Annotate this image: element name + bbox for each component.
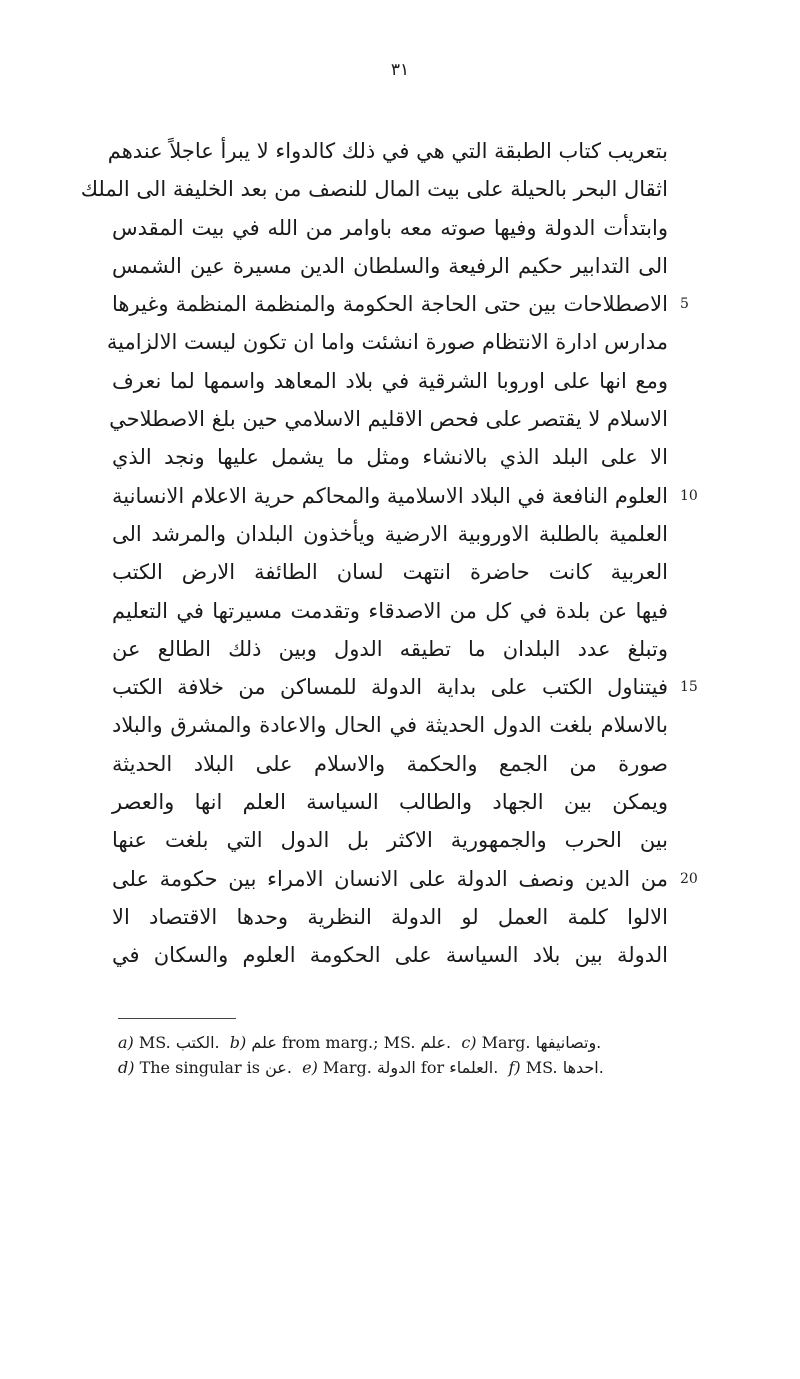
footnote-arabic: العلماء.: [449, 1058, 499, 1077]
line-number: 20: [680, 870, 698, 887]
text-line: [112, 438, 668, 476]
text-line: [112, 821, 668, 859]
line-number: 5: [680, 296, 689, 313]
footnote-label: e): [302, 1058, 318, 1077]
footnote-arabic: علم: [251, 1033, 277, 1052]
line-text: بالاسلام بلغت الدول الحديثة في الحال والاعادة والمشرق والبلاد: [112, 713, 668, 738]
footnote-label: d): [118, 1058, 135, 1077]
text-line: [106, 323, 668, 361]
line-text: ويمكن بين الجهاد والطالب السياسة العلم انها والعصر: [112, 790, 668, 815]
line-text: وابتدأت الدولة وفيها صوته معه باوامر من الله في بيت المقدس: [112, 215, 668, 240]
footnote-text: MS.: [525, 1058, 558, 1077]
line-text: ومع انها على اوروبا الشرقية في بلاد المعاهد واسمها لما نعرف: [112, 368, 668, 393]
footnote-arabic: احدها.: [562, 1058, 604, 1077]
line-text: العلوم النافعة في البلاد الاسلامية والمحاكم حرية الاعلام الانسانية: [112, 483, 668, 508]
text-line: [112, 706, 668, 744]
text-line: [112, 630, 668, 668]
text-line: [80, 170, 668, 208]
line-text: فيها عن بلدة في كل من الاصدقاء وتقدمت مسيرتها في التعليم: [112, 598, 668, 623]
footnote-text: The singular is: [139, 1058, 261, 1077]
line-text: العلمية بالطلبة الاوروبية الارضية ويأخذون البلدان والمرشد الى: [112, 521, 668, 546]
text-line: [112, 477, 698, 515]
line-text: الدولة بين بلاد السياسة على الحكومة العلوم والسكان في: [112, 943, 668, 968]
text-line: [112, 285, 689, 323]
footnote-text: for: [420, 1058, 445, 1077]
line-text: مدارس ادارة الانتظام صورة انشئت واما ان تكون ليست الالزامية: [106, 330, 668, 355]
line-text: الاصطلاحات بين حتى الحاجة الحكومة والمنظمة المنظمة وغيرها: [112, 292, 668, 317]
text-line: [112, 592, 668, 630]
footnote-rule: [118, 1018, 236, 1019]
footnote-arabic: الدولة: [376, 1058, 416, 1077]
footnote-line: [118, 1055, 678, 1080]
text-line: [112, 860, 698, 898]
footnote-label: b): [229, 1033, 247, 1052]
text-line: [112, 362, 668, 400]
line-text: من الدين ونصف الدولة على الانسان الامراء بين حكومة على: [112, 866, 668, 891]
line-text: اثقال البحر بالحيلة على بيت المال للنصف من بعد الخليفة الى الملك: [80, 177, 668, 202]
line-text: الا على البلد الذي بالانشاء ومثل ما يشمل عليها ونجد الذي: [112, 445, 668, 470]
line-text: العربية كانت حاضرة انتهت لسان الطائفة الارض الكتب: [112, 560, 668, 585]
footnote-text: Marg.: [322, 1058, 372, 1077]
line-text: صورة من الجمع والحكمة والاسلام على البلاد الحديثة: [112, 751, 668, 776]
footnote-arabic: وتصانيفها.: [535, 1033, 602, 1052]
line-text: بين الحرب والجمهورية الاكثر بل الدول التي بلغت عنها: [112, 828, 668, 853]
line-text: الى التدابير حكيم الرفيعة والسلطان الدين مسيرة عين الشمس: [112, 253, 668, 278]
line-text: فيتناول الكتب على بداية الدولة للمساكن من خلافة الكتب: [112, 675, 668, 700]
footnote-text: Marg.: [481, 1033, 531, 1052]
footnote-arabic: الكتب.: [175, 1033, 220, 1052]
footnotes: [118, 1030, 678, 1080]
line-text: بتعريب كتاب الطبقة التي هي في ذلك كالدواء لا يبرأ عاجلاً عندهم: [107, 139, 668, 163]
body-text: [80, 132, 698, 975]
text-line: [112, 515, 668, 553]
text-line: [112, 247, 668, 285]
text-line: [112, 783, 668, 821]
text-line: [112, 898, 668, 936]
text-line: [109, 400, 668, 438]
footnote-label: c): [461, 1033, 477, 1052]
line-number: 15: [680, 679, 698, 696]
text-line: [112, 668, 698, 706]
text-line: [112, 209, 668, 247]
line-text: الالوا كلمة العمل لو الدولة النظرية وحدها الاقتصاد الا: [112, 904, 668, 929]
text-line: [112, 936, 668, 974]
footnote-label: a): [118, 1033, 134, 1052]
footnote-arabic: علم.: [420, 1033, 452, 1052]
footnote-label: f): [508, 1058, 521, 1077]
footnote-line: [118, 1030, 678, 1055]
footnote-text: from marg.; MS.: [281, 1033, 416, 1052]
text-line: [112, 553, 668, 591]
line-number: 10: [680, 487, 698, 504]
footnote-text: MS.: [138, 1033, 171, 1052]
text-line: [112, 745, 668, 783]
footnote-arabic: عن.: [265, 1058, 292, 1077]
line-text: وتبلغ عدد البلدان ما تطيقه الدول وبين ذلك الطالع عن: [112, 636, 668, 661]
page-number: ٣١: [390, 60, 410, 80]
text-line: [107, 132, 668, 170]
line-text: الاسلام لا يقتصر على فحص الاقليم الاسلامي حين بلغ الاصطلاحي: [109, 407, 668, 432]
